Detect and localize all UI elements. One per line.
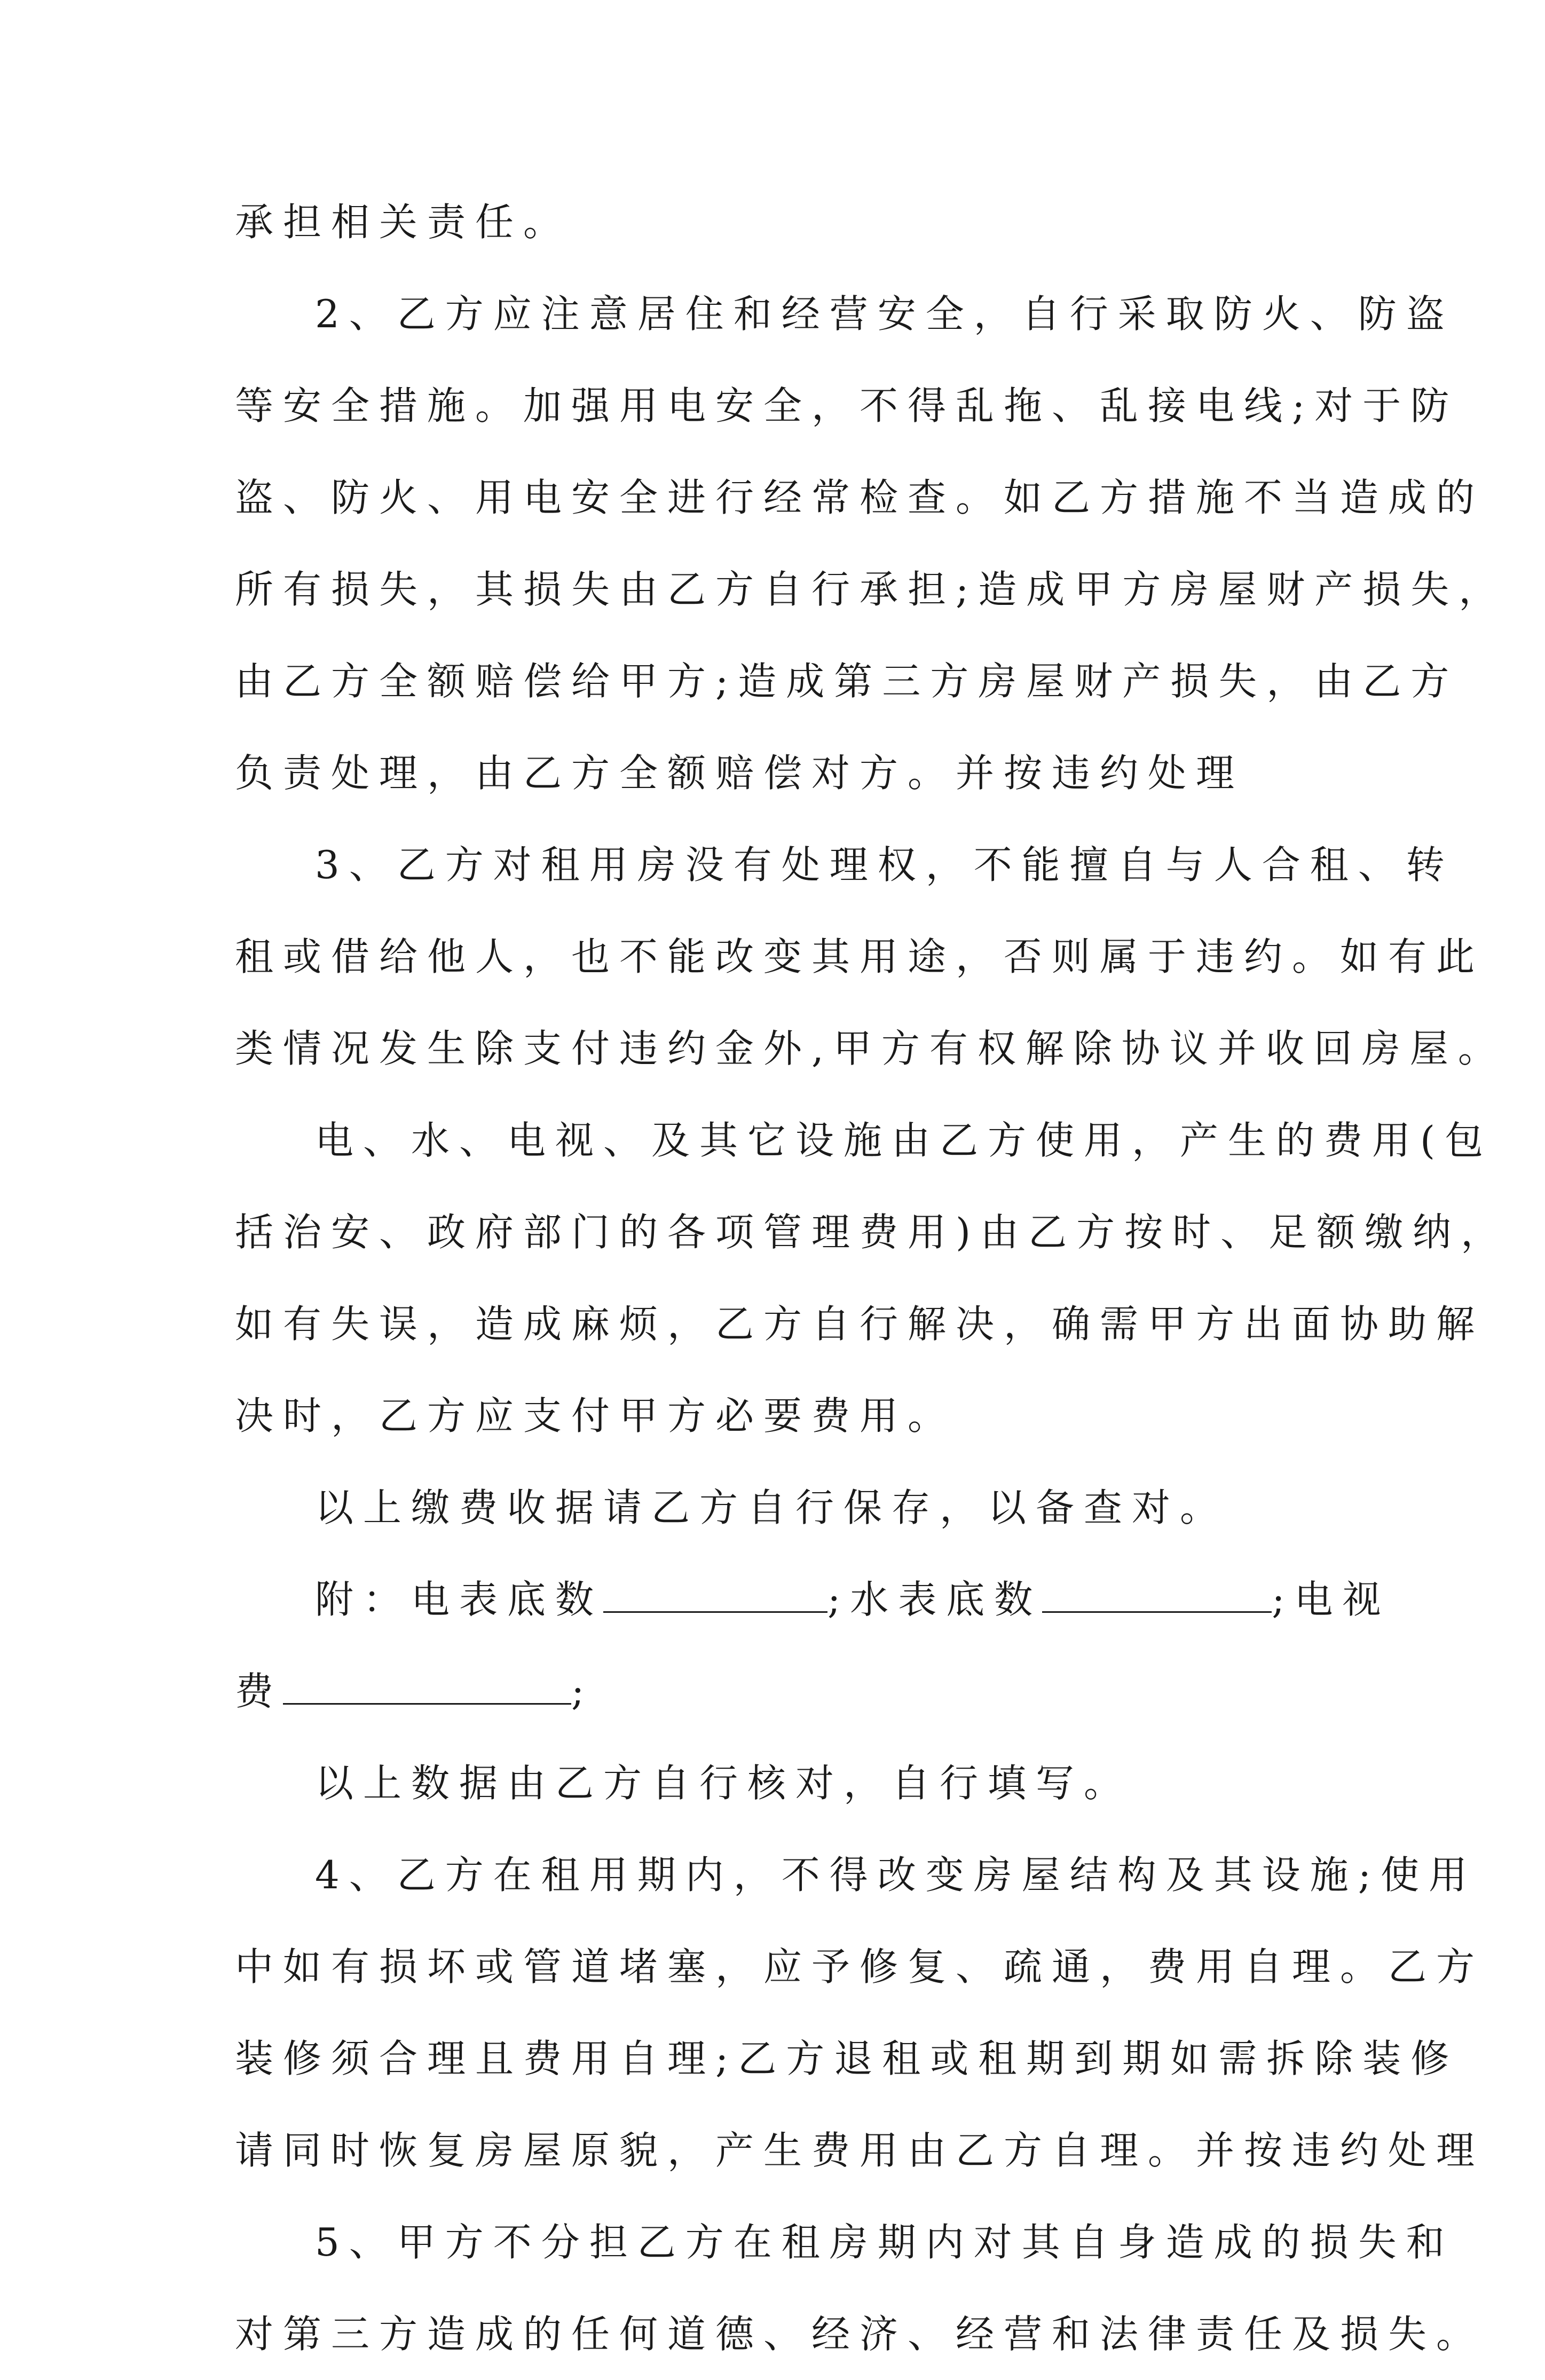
text-line: 决时，乙方应支付甲方必要费用。 xyxy=(235,1393,956,1438)
electric-meter-label: 附：电表底数 xyxy=(315,1577,604,1622)
text-line: 所有损失，其损失由乙方自行承担;造成甲方房屋财产损失， xyxy=(235,567,1507,612)
text-line: 如有失误，造成麻烦，乙方自行解决，确需甲方出面协助解 xyxy=(235,1302,1485,1346)
text-line: 括治安、政府部门的各项管理费用)由乙方按时、足额缴纳， xyxy=(235,1210,1509,1255)
tv-fee-line xyxy=(235,1645,1329,1737)
text-line: 等安全措施。加强用电安全，不得乱拖、乱接电线;对于防 xyxy=(235,383,1459,428)
document-page xyxy=(235,176,1509,2380)
text-line: 类情况发生除支付违约金外,甲方有权解除协议并收回房屋。 xyxy=(235,1026,1506,1071)
tv-fee-blank xyxy=(283,1671,571,1705)
text-line: 租或借给他人，也不能改变其用途，否则属于违约。如有此 xyxy=(235,934,1485,979)
water-meter-label: ;水表底数 xyxy=(827,1577,1043,1622)
text-line: 承担相关责任。 xyxy=(235,200,572,245)
text-line: 负责处理，由乙方全额赔偿对方。并按违约处理 xyxy=(235,751,1244,795)
text-line: 3、乙方对租用房没有处理权，不能擅自与人合租、转 xyxy=(315,842,1454,887)
text-line: 以上缴费收据请乙方自行保存，以备查对。 xyxy=(315,1485,1228,1530)
text-line: 电、水、电视、及其它设施由乙方使用，产生的费用(包 xyxy=(315,1118,1493,1163)
text-line: 中如有损坏或管道堵塞，应予修复、疏通，费用自理。乙方 xyxy=(235,1944,1485,1989)
text-line: 对第三方造成的任何道德、经济、经营和法律责任及损失。 xyxy=(235,2312,1485,2357)
electric-meter-blank xyxy=(603,1579,827,1613)
tv-fee-label: ;电视 xyxy=(1272,1577,1391,1622)
text-line: 请同时恢复房屋原貌，产生费用由乙方自理。并按违约处理 xyxy=(235,2128,1485,2173)
text-line: 4、乙方在租用期内，不得改变房屋结构及其设施;使用 xyxy=(315,1853,1477,1897)
text-line: 2、乙方应注意居住和经营安全，自行采取防火、防盗 xyxy=(315,291,1454,336)
text-line: 装修须合理且费用自理;乙方退租或租期到期如需拆除装修 xyxy=(235,2036,1459,2081)
meter-readings-line xyxy=(235,1554,1391,1645)
semicolon: ; xyxy=(571,1669,594,1714)
water-meter-blank xyxy=(1042,1579,1272,1613)
text-line: 5、甲方不分担乙方在租房期内对其自身造成的损失和 xyxy=(315,2220,1454,2265)
text-line: 由乙方全额赔偿给甲方;造成第三方房屋财产损失，由乙方 xyxy=(235,659,1459,704)
text-line: 以上数据由乙方自行核对，自行填写。 xyxy=(315,1761,1132,1806)
tv-fee-label-end: 费 xyxy=(235,1669,283,1714)
text-line: 盗、防火、用电安全进行经常检查。如乙方措施不当造成的 xyxy=(235,475,1485,520)
